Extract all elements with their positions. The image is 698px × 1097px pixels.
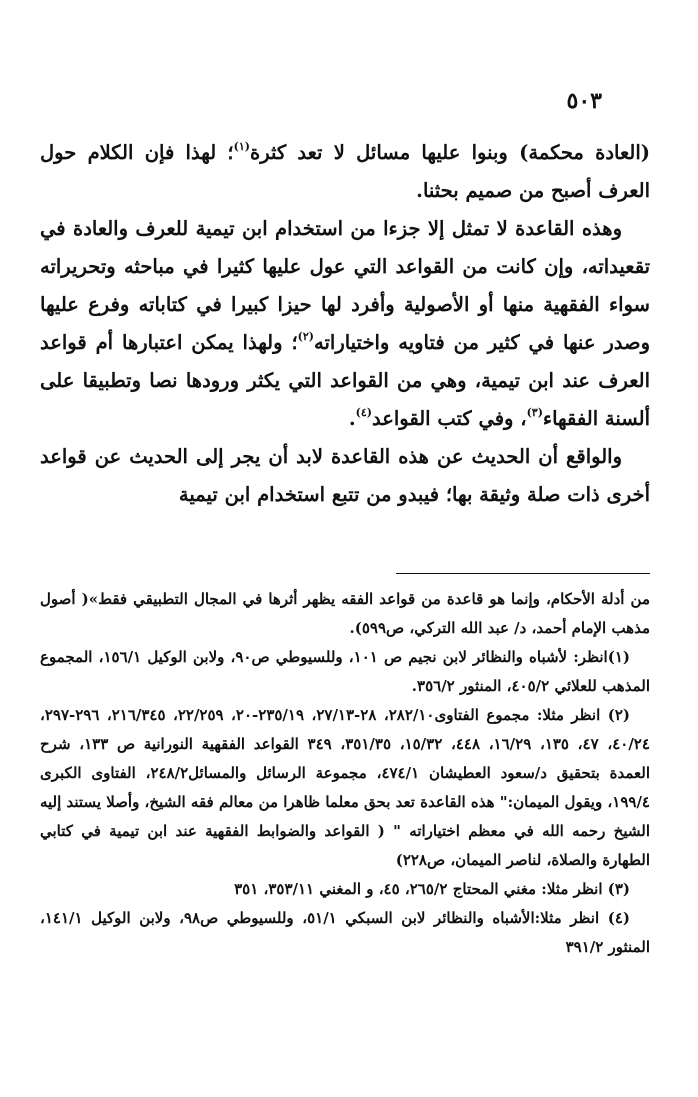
footnote-reference: (٣)	[526, 406, 543, 419]
page-number: ٥٠٣	[566, 88, 602, 114]
text-run: ؛ لهذا فإن الكلام حول العرف أصبح من صميم بحثنا.	[40, 141, 650, 202]
text-run: ، وفي كتب القواعد	[372, 407, 527, 430]
paragraph	[40, 210, 650, 438]
text-run: وهذه القاعدة لا تمثل إلا جزءا من استخدام ابن تيمية للعرف والعادة في تقعيداته، وإن كانت من القواعد التي عول عليها كثيرا في مباحثه وتحريراته سواء الفقهية منها أو الأصولية وأفرد لها حيزا كبيرا في كتاباته وفرع عليها وصدر عنها في كثير من فتاويه واختياراته	[40, 217, 650, 354]
main-text	[40, 134, 650, 514]
footnote-reference: (٤)	[355, 406, 372, 419]
footnote: (١)انظر: لأشباه والنظائر لابن نجيم ص ١٠١، وللسيوطي ص٩٠، ولابن الوكيل ١٥٦/١، المجموع المذهب للعلائي ٤٠٥/٢، المنثور ٣٥٦/٢.	[40, 648, 650, 695]
text-run: والواقع أن الحديث عن هذه القاعدة لابد أن يجر إلى الحديث عن قواعد أخرى ذات صلة وثيقة بها؛ فيبدو من تتبع استخدام ابن تيمية	[40, 445, 650, 506]
text-run: .	[348, 407, 356, 430]
footnote-separator	[396, 573, 650, 574]
footnote: (٣) انظر مثلا: مغني المحتاج ٢٦٥/٢، ٤٥، و المغني ٣٥٣/١١، ٣٥١	[234, 880, 630, 898]
text-run: (العادة محكمة) وبنوا عليها مسائل لا تعد كثرة	[249, 141, 650, 164]
footnote-reference: (١)	[233, 140, 250, 153]
footnote-reference: (٢)	[297, 330, 315, 343]
text-run: ؛ ولهذا يمكن اعتبارها أم قواعد العرف عند ابن تيمية، وهي من القواعد التي يكثر ورودها نصا وتطبيقا على ألسنة الفقهاء	[40, 331, 650, 430]
paragraph	[40, 438, 650, 514]
footnote: (٤) انظر مثلا:الأشباه والنظائر لابن السبكي ٥١/١، وللسيوطي ص٩٨، ولابن الوكيل ١٤١/١، المنثور ٣٩١/٢	[40, 909, 650, 956]
footnote: (٢) انظر مثلا: مجموع الفتاوى٢٨٢/١٠، ٢٨-٢٧/١٣، ٢٣٥/١٩-٢٠، ٢٢/٢٥٩، ٢١٦/٣٤٥، ٢٩٦-٢٩٧، ٤٠/٢٤، ٤٧، ١٣٥، ١٦/٢٩، ٤٤٨، ١٥/٣٢، ٣٥١/٣٥، ٣٤٩ القواعد الفقهية النورانية ص ١٣٣، شرح العمدة بتحقيق د/سعود العطيشان ٤٧٤/١، مجموعة الرسائل والمسائل٢٤٨/٢، الفتاوى الكبرى ١٩٩/٤، ويقول الميمان:" هذه القاعدة تعد بحق معلما ظاهرا من معالم فقه الشيخ، وأصلا يستند إليه الشيخ رحمه الله في معظم اختياراته " ( القواعد والضوابط الفقهية عند ابن تيمية في كتابي الطهارة والصلاة، لناصر الميمان، ص٢٢٨)	[39, 706, 650, 869]
paragraph	[40, 134, 650, 210]
footnotes	[40, 585, 650, 962]
footnote-continuation: من أدلة الأحكام، وإنما هو قاعدة من قواعد الفقه يظهر أثرها في المجال التطبيقي فقط»( أصول مذهب الإمام أحمد، د/ عبد الله التركي، ص٥٩٩).	[40, 590, 650, 637]
